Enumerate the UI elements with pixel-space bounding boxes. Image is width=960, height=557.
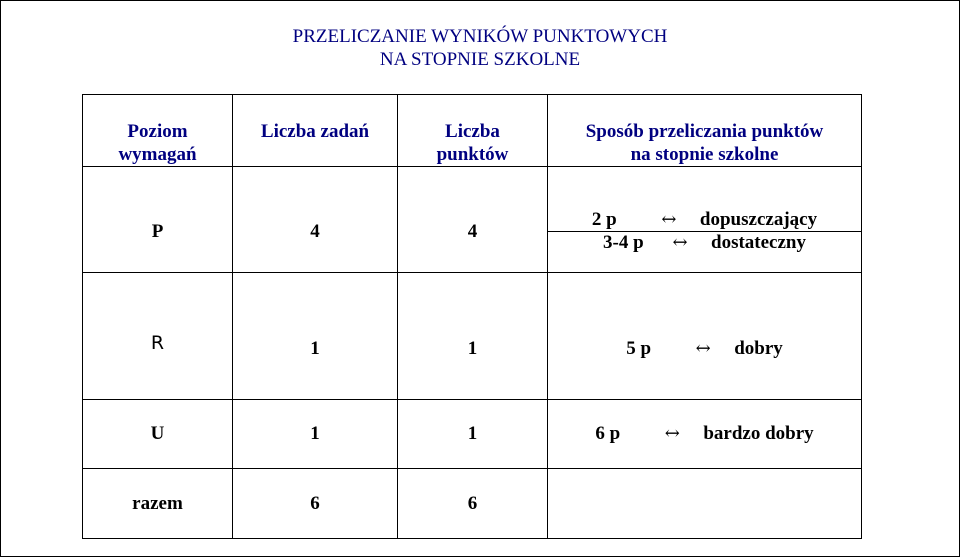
table-row	[83, 273, 862, 400]
conversion-line: 5 p ↔ dobry	[626, 337, 783, 359]
cell-empty	[548, 469, 862, 539]
conversion-line: 6 p ↔ bardzo dobry	[595, 423, 814, 444]
cell-tasks: 4	[233, 167, 398, 273]
bidirectional-arrow-icon: ↔	[661, 209, 677, 230]
cell-total-tasks: 6	[233, 469, 398, 539]
cell-points: 1	[398, 273, 548, 400]
cell-level: R	[83, 273, 233, 400]
cell-total-points: 6	[398, 469, 548, 539]
cell-tasks: 1	[233, 400, 398, 469]
cell-conversion	[548, 400, 862, 469]
cell-conversion	[548, 273, 862, 400]
cell-total-label: razem	[83, 469, 233, 539]
conversion-line: 2 p ↔ dopuszczający	[548, 185, 861, 232]
cell-conversion	[548, 167, 862, 273]
bidirectional-arrow-icon: ↔	[664, 423, 680, 444]
conversion-table	[82, 94, 862, 539]
cell-points: 4	[398, 167, 548, 273]
cell-tasks: 1	[233, 273, 398, 400]
conversion-line: 3-4 p ↔ dostateczny	[603, 232, 806, 253]
header-method: Sposób przeliczania punktów na stopnie szkolne	[548, 95, 862, 167]
header-points: Liczba punktów	[398, 95, 548, 167]
cell-level: U	[83, 400, 233, 469]
cell-points: 1	[398, 400, 548, 469]
table-total-row	[83, 469, 862, 539]
bidirectional-arrow-icon: ↔	[695, 337, 711, 359]
table-row	[83, 167, 862, 273]
document-title: PRZELICZANIE WYNIKÓW PUNKTOWYCH	[292, 26, 668, 47]
table-header-row	[83, 95, 862, 167]
table-row	[83, 400, 862, 469]
header-tasks: Liczba zadań	[233, 95, 398, 167]
cell-level: P	[83, 167, 233, 273]
header-level: Poziom wymagań	[83, 95, 233, 167]
document-subtitle: NA STOPNIE SZKOLNE	[379, 49, 581, 70]
bidirectional-arrow-icon: ↔	[672, 232, 688, 253]
